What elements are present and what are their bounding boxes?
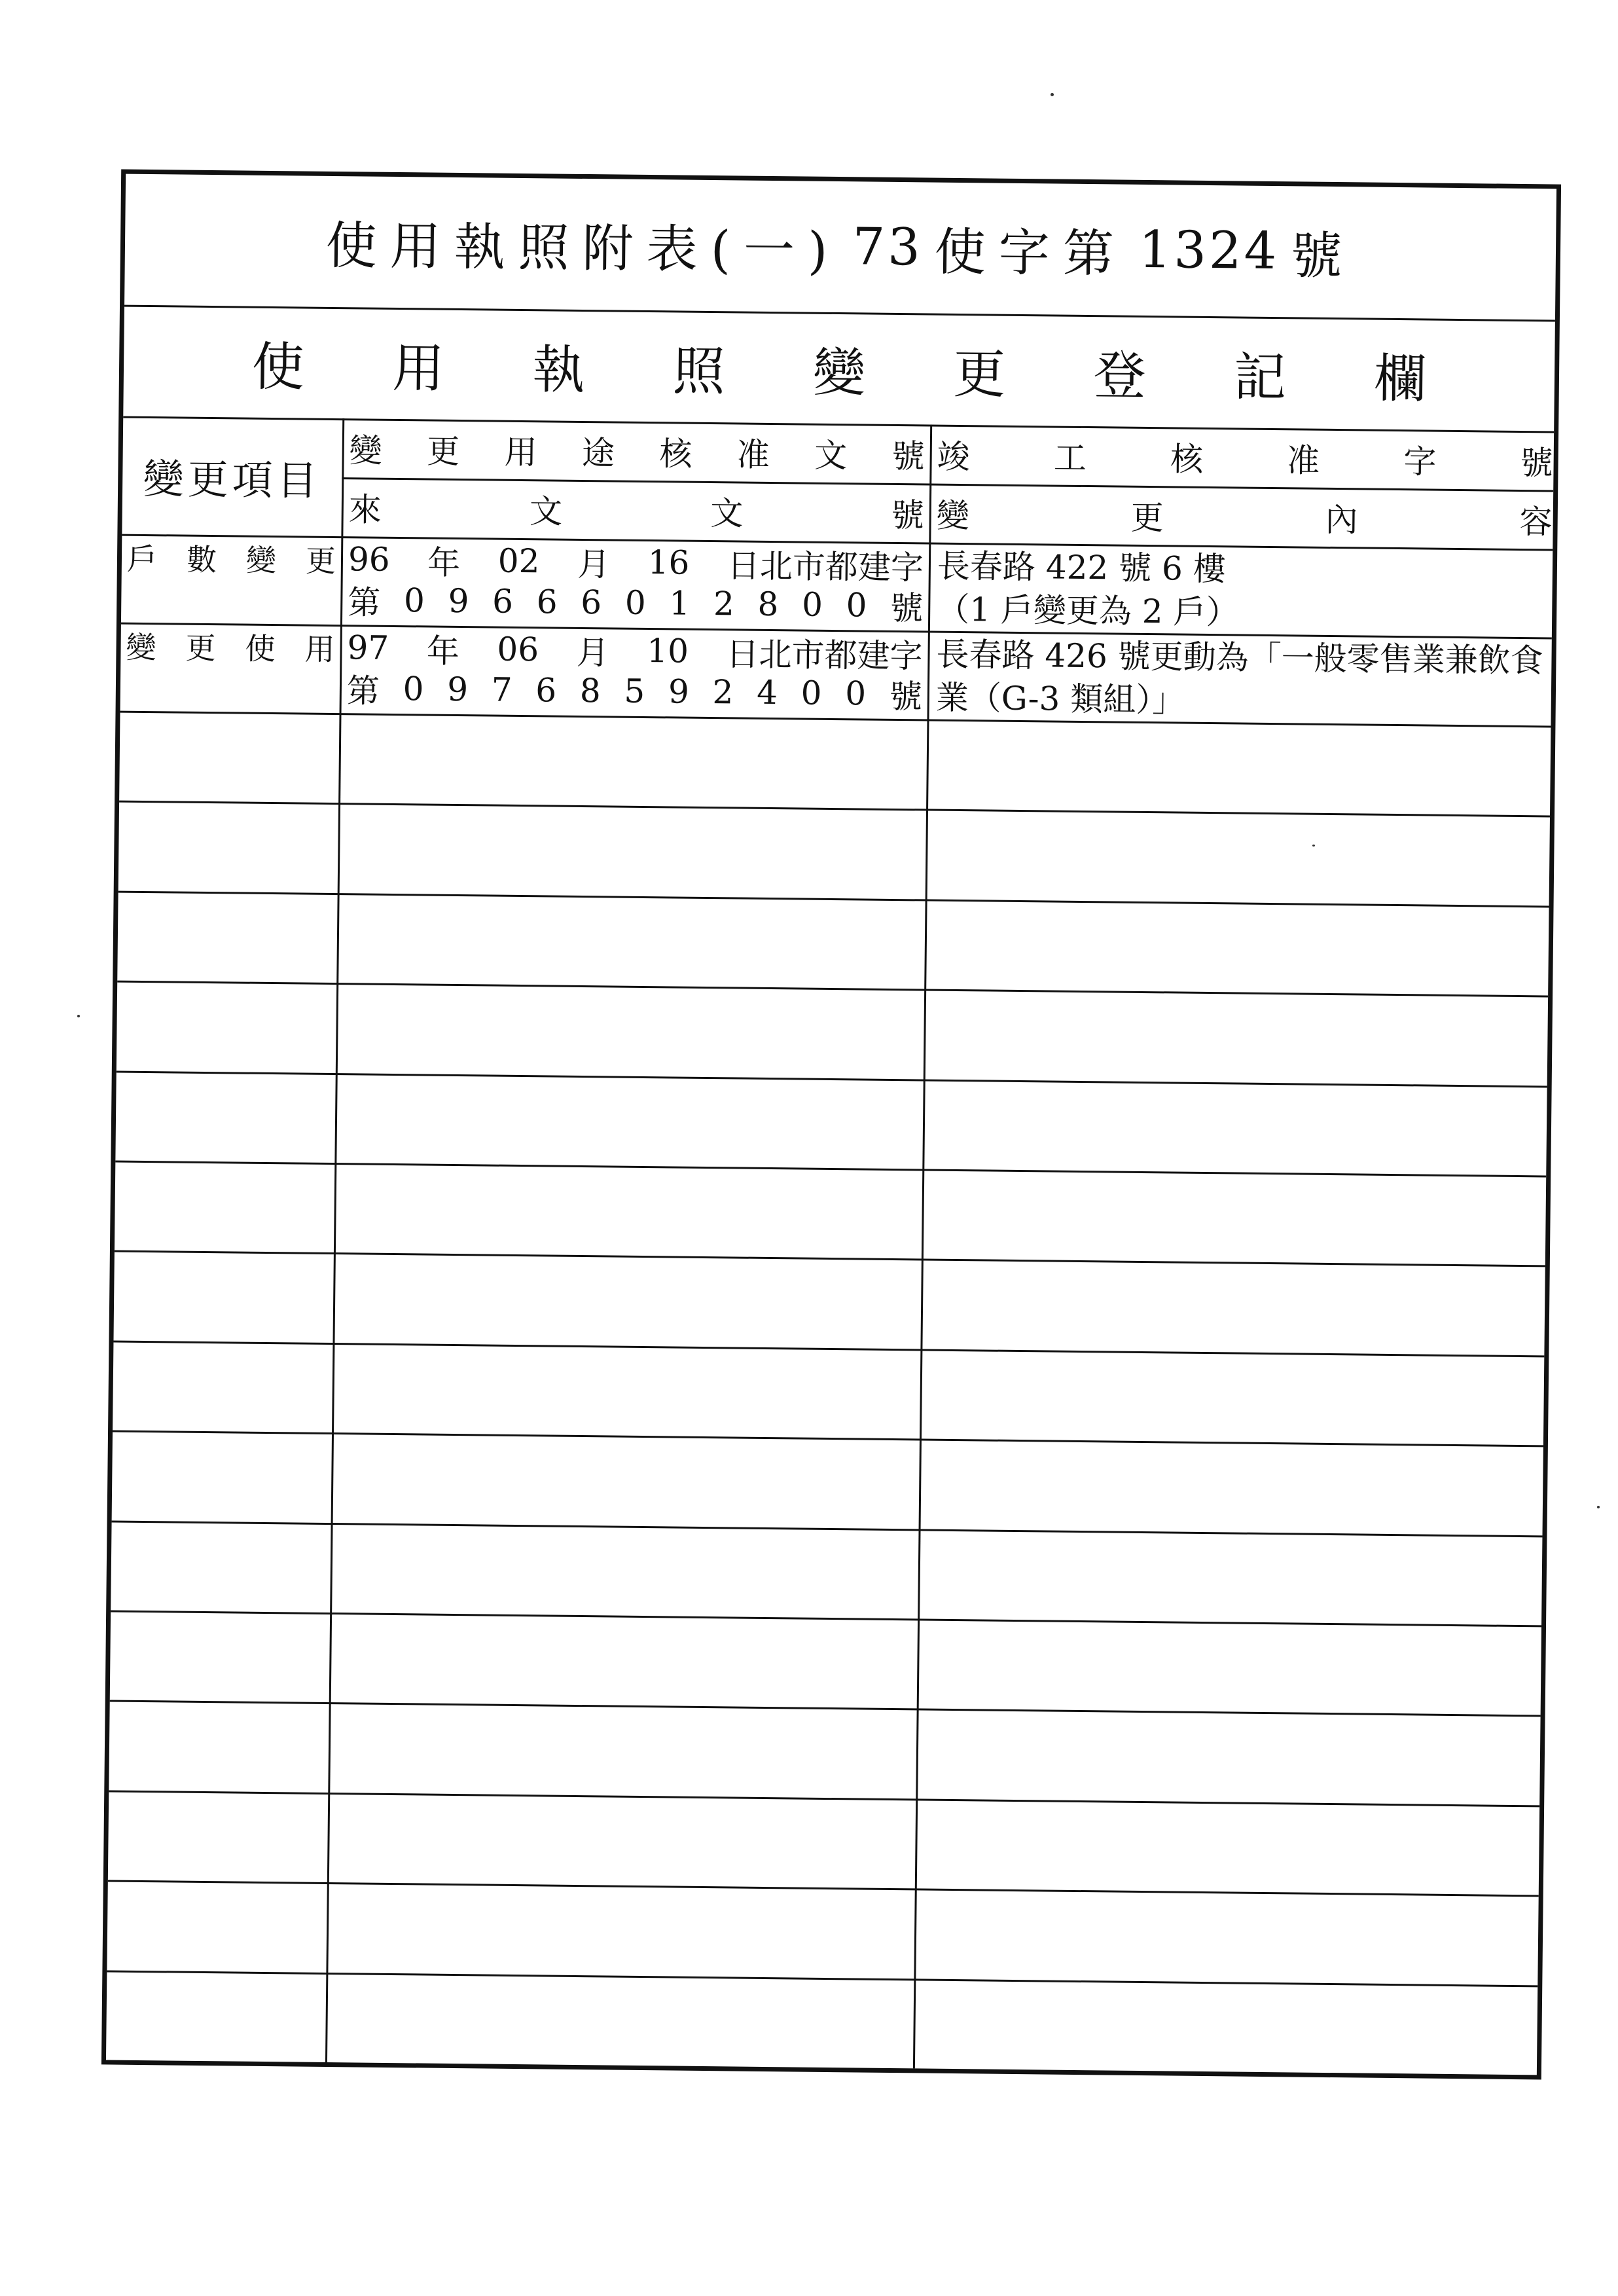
spread-token: 6 <box>535 671 557 710</box>
empty-row-divider <box>108 1880 1539 1897</box>
spread-token: 6 <box>581 583 602 622</box>
spread-char: 更 <box>305 543 336 579</box>
spread-char: 戶 <box>126 541 158 577</box>
empty-row-divider <box>113 1430 1543 1448</box>
empty-row-divider <box>113 1340 1544 1357</box>
section-title-char: 用 <box>391 337 445 399</box>
header-completion-no <box>931 425 1558 490</box>
spread-token: 06 <box>497 630 539 669</box>
spread-char: 字 <box>1403 443 1437 481</box>
row-content-line1: 長春路 422 號 6 樓 <box>937 547 1227 589</box>
spread-token: 0 <box>403 670 424 708</box>
scan-speck <box>77 1015 80 1017</box>
empty-row-divider <box>117 1070 1547 1087</box>
spread-token: 0 <box>800 674 822 712</box>
license-word: 使字第 <box>934 223 1128 284</box>
spread-token: 9 <box>446 670 469 709</box>
spread-token: 年 <box>426 632 460 671</box>
spread-token: 8 <box>757 585 779 624</box>
spread-char: 核 <box>659 435 692 473</box>
spread-token: 日北市都建字 <box>726 635 923 676</box>
spread-char: 號 <box>891 496 925 535</box>
scan-speck <box>1597 1506 1600 1508</box>
row-divider <box>120 711 1551 728</box>
spread-token: 年 <box>427 543 461 583</box>
spread-token: 月 <box>576 633 609 672</box>
spread-token: 5 <box>624 672 645 710</box>
row-doc-line1 <box>343 539 929 585</box>
spread-char: 來 <box>348 490 382 529</box>
empty-row-divider <box>119 801 1550 818</box>
spread-token: 日北市都建字 <box>727 547 924 587</box>
empty-row-divider <box>115 1161 1546 1178</box>
spread-token: 7 <box>491 670 512 709</box>
empty-row-divider <box>109 1790 1539 1807</box>
header-change-content <box>931 484 1558 549</box>
header-incoming-doc-no <box>343 477 929 542</box>
spread-token: 97 <box>347 629 389 667</box>
spread-char: 准 <box>1286 441 1320 480</box>
spread-token: 6 <box>536 583 558 621</box>
spread-char: 用 <box>304 631 335 668</box>
row-content-line1: 長春路 426 號更動為「一般零售業兼飲食 <box>936 635 1544 680</box>
spread-char: 文 <box>814 436 848 475</box>
spread-token: 0 <box>846 586 867 625</box>
row-item <box>122 538 342 579</box>
spread-token: 10 <box>647 632 689 670</box>
spread-token: 16 <box>647 543 690 582</box>
spread-token: 0 <box>844 674 867 713</box>
spread-token: 2 <box>713 585 735 623</box>
scan-speck <box>1051 93 1054 96</box>
spread-char: 更 <box>1130 498 1164 538</box>
spread-token: 1 <box>669 584 691 623</box>
spread-token: 4 <box>756 673 778 712</box>
row-content-line2: 業（G-3 類組）」 <box>935 678 1185 720</box>
spread-char: 容 <box>1519 502 1553 541</box>
spread-token: 8 <box>579 671 602 710</box>
spread-token: 0 <box>801 585 823 624</box>
license-year: 73 <box>852 217 924 278</box>
spread-token: 月 <box>577 545 611 584</box>
empty-row-divider <box>110 1700 1541 1717</box>
section-title-char: 執 <box>531 338 585 401</box>
section-title-char: 登 <box>1093 344 1147 407</box>
spread-token: 號 <box>889 677 923 716</box>
change-register-table <box>106 416 1554 2075</box>
spread-char: 內 <box>1325 500 1359 539</box>
section-title <box>123 305 1555 433</box>
spread-token: 號 <box>890 589 924 628</box>
section-title-char: 更 <box>952 343 1006 405</box>
empty-row-divider <box>111 1611 1541 1628</box>
header-change-item: 變更項目 <box>143 454 322 505</box>
spread-char: 准 <box>736 435 770 474</box>
empty-row-divider <box>117 981 1548 998</box>
row-doc-line2 <box>342 668 928 714</box>
spread-char: 數 <box>186 541 217 578</box>
spread-char: 更 <box>426 432 460 471</box>
spread-token: 96 <box>348 540 390 579</box>
spread-char: 使 <box>245 630 276 667</box>
spread-char: 號 <box>1520 443 1553 483</box>
spread-char: 變 <box>126 629 156 666</box>
row-item <box>120 626 340 668</box>
spread-char: 竣 <box>937 437 970 477</box>
license-number: 1324 <box>1138 220 1280 282</box>
spread-char: 變 <box>245 542 277 579</box>
spread-token: 6 <box>492 582 514 621</box>
spread-token: 0 <box>403 581 425 620</box>
spread-char: 核 <box>1170 440 1204 479</box>
section-title-char: 照 <box>672 340 726 402</box>
spread-token: 02 <box>497 541 540 581</box>
form-title <box>124 174 1556 322</box>
spread-char: 變 <box>349 431 383 470</box>
empty-row-divider <box>118 890 1549 907</box>
empty-row-divider <box>107 1970 1537 1987</box>
spread-char: 用 <box>504 433 537 472</box>
spread-token: 2 <box>712 673 734 712</box>
header-approval-doc-no <box>344 418 930 483</box>
spread-token: 第 <box>348 583 381 622</box>
section-title-char: 變 <box>812 342 866 403</box>
spread-token: 第 <box>346 672 380 710</box>
scan-speck <box>1312 845 1315 847</box>
title-suffix: 號 <box>1290 227 1356 287</box>
row-content-line2: （1 戶變更為 2 戶） <box>936 590 1239 632</box>
empty-row-divider <box>115 1250 1545 1267</box>
spread-char: 工 <box>1053 439 1087 478</box>
spread-char: 文 <box>529 492 563 531</box>
spread-char: 更 <box>185 630 216 666</box>
license-form <box>101 170 1561 2080</box>
spread-char: 途 <box>581 433 615 473</box>
spread-char: 文 <box>710 494 744 533</box>
spread-token: 0 <box>624 583 647 622</box>
empty-row-divider <box>112 1520 1543 1537</box>
spread-token: 9 <box>668 672 690 711</box>
row-doc-line1 <box>342 628 928 676</box>
spread-char: 變 <box>936 496 970 536</box>
title-prefix: 使用執照附表(一) <box>325 216 841 282</box>
spread-char: 號 <box>891 437 925 476</box>
section-title-char: 記 <box>1233 346 1287 408</box>
spread-token: 9 <box>448 581 469 621</box>
row-doc-line2 <box>342 580 929 628</box>
section-title-char: 欄 <box>1373 348 1427 409</box>
section-title-char: 使 <box>251 336 305 398</box>
